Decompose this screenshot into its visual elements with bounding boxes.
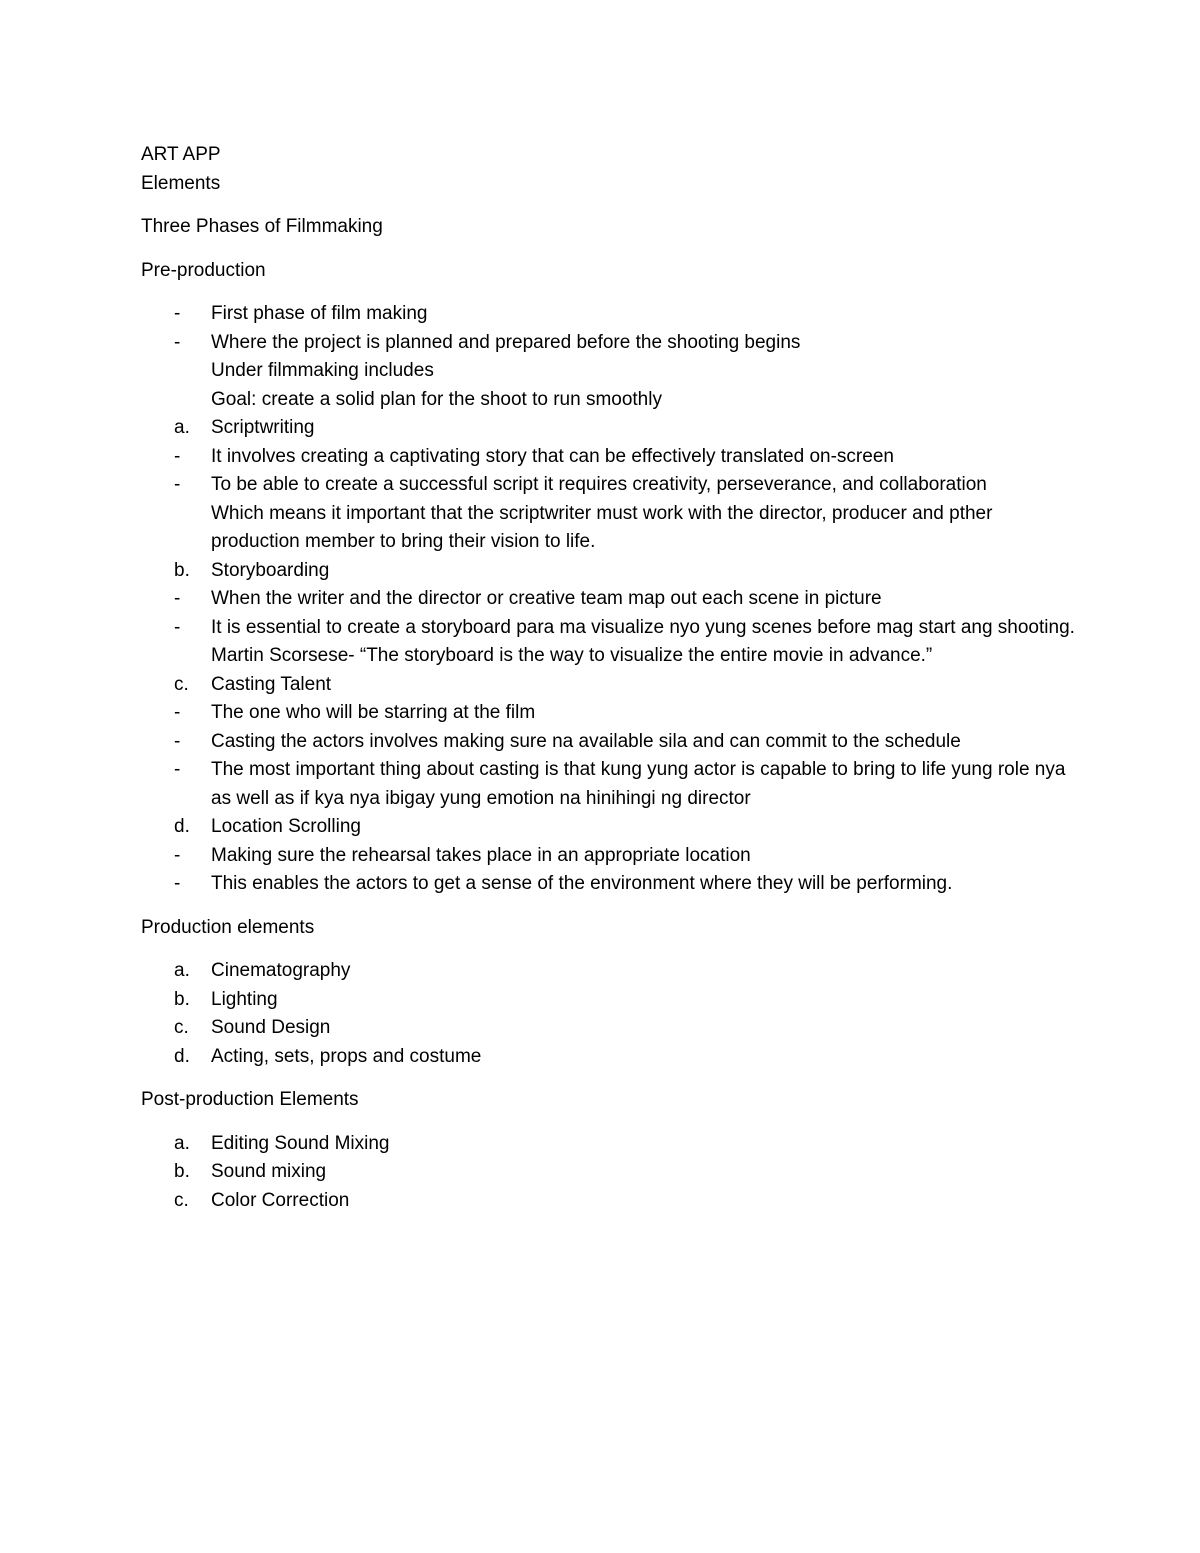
list-item-text: It involves creating a captivating story that can be effectively translated on-screen <box>211 445 894 467</box>
list-marker: d. <box>174 1045 190 1067</box>
pre-production-item <box>141 585 1081 614</box>
list-marker: c. <box>174 1017 189 1038</box>
list-item-text: Under filmmaking includes <box>211 360 434 381</box>
pre-production-item <box>141 329 1081 358</box>
document-subtitle: Elements <box>141 172 221 194</box>
list-marker: c. <box>174 673 189 695</box>
list-item-text: Lighting <box>211 988 278 1010</box>
list-item-text: Martin Scorsese- “The storyboard is the way to visualize the entire movie in advance.” <box>211 645 933 666</box>
list-item-text: It is essential to create a storyboard para ma visualize nyo yung scenes before mag start ang shooting. <box>211 616 1075 638</box>
list-item-text: Storyboarding <box>211 559 330 581</box>
pre-production-item <box>141 614 1081 643</box>
list-item-text: Casting Talent <box>211 673 332 695</box>
post-production-item <box>141 1187 1081 1216</box>
list-marker <box>141 357 211 386</box>
pre-production-list <box>141 300 1081 899</box>
list-item-text: This enables the actors to get a sense of the environment where they will be performing. <box>211 873 953 894</box>
list-marker: - <box>174 844 181 866</box>
list-marker: d. <box>174 816 190 837</box>
pre-production-item <box>141 813 1081 842</box>
pre-production-item <box>141 728 1081 757</box>
list-item-text: Casting the actors involves making sure na available sila and can commit to the schedule <box>211 730 961 752</box>
list-marker: - <box>174 730 181 752</box>
list-marker <box>141 500 211 557</box>
pre-production-item <box>141 357 1081 386</box>
pre-production-item <box>141 500 1081 557</box>
list-item-text: Editing Sound Mixing <box>211 1132 390 1154</box>
list-item-text: The most important thing about casting is that kung yung actor is capable to bring to life yung role nya as well as if kya nya ibigay yung emotion na hinihingi ng director <box>211 759 1066 809</box>
list-item-text: Sound Design <box>211 1017 331 1038</box>
section-heading-pre-production: Pre-production <box>141 259 266 281</box>
list-item-text: Where the project is planned and prepared before the shooting begins <box>211 331 801 353</box>
list-item-text: Sound mixing <box>211 1161 327 1182</box>
list-marker: - <box>174 474 181 495</box>
list-item-text: Acting, sets, props and costume <box>211 1045 482 1067</box>
list-item-text: The one who will be starring at the film <box>211 702 536 723</box>
list-item-text: Color Correction <box>211 1189 350 1211</box>
list-marker: b. <box>174 1161 190 1182</box>
section-heading-post-production: Post-production Elements <box>141 1089 359 1110</box>
list-marker: a. <box>174 1132 190 1154</box>
list-marker: - <box>174 759 181 780</box>
list-item-text: Making sure the rehearsal takes place in an appropriate location <box>211 844 751 866</box>
pre-production-item <box>141 642 1081 671</box>
document-page <box>141 141 1081 1215</box>
section-heading-production: Production elements <box>141 916 315 938</box>
list-item-text: Which means it important that the scriptwriter must work with the director, producer and pther production member to bring their vision to life. <box>211 502 993 552</box>
post-production-list <box>141 1130 1081 1216</box>
pre-production-item <box>141 756 1081 813</box>
list-marker <box>141 642 211 671</box>
list-marker: c. <box>174 1189 189 1211</box>
list-marker: - <box>174 616 181 638</box>
list-marker: a. <box>174 417 190 438</box>
pre-production-item <box>141 842 1081 871</box>
list-item-text: Location Scrolling <box>211 816 361 837</box>
list-item-text: Goal: create a solid plan for the shoot to run smoothly <box>211 388 662 410</box>
production-item <box>141 986 1081 1015</box>
pre-production-item <box>141 557 1081 586</box>
pre-production-item <box>141 671 1081 700</box>
section-heading-phases: Three Phases of Filmmaking <box>141 216 383 237</box>
pre-production-item <box>141 443 1081 472</box>
list-marker: - <box>174 873 181 894</box>
pre-production-item <box>141 386 1081 415</box>
list-marker: a. <box>174 960 190 981</box>
production-item <box>141 1043 1081 1072</box>
production-item <box>141 957 1081 986</box>
list-item-text: Scriptwriting <box>211 417 315 438</box>
list-marker: b. <box>174 988 190 1010</box>
production-list <box>141 957 1081 1071</box>
post-production-item <box>141 1130 1081 1159</box>
list-item-text: When the writer and the director or creative team map out each scene in picture <box>211 588 882 609</box>
production-item <box>141 1014 1081 1043</box>
post-production-item <box>141 1158 1081 1187</box>
list-marker: - <box>174 702 181 723</box>
list-item-text: First phase of film making <box>211 303 428 324</box>
list-marker: b. <box>174 559 190 581</box>
list-item-text: Cinematography <box>211 960 351 981</box>
list-marker <box>141 386 211 415</box>
pre-production-item <box>141 699 1081 728</box>
pre-production-item <box>141 870 1081 899</box>
pre-production-item <box>141 471 1081 500</box>
list-marker: - <box>174 588 181 609</box>
pre-production-item <box>141 414 1081 443</box>
list-item-text: To be able to create a successful script it requires creativity, perseverance, and collaboration <box>211 474 987 495</box>
list-marker: - <box>174 303 181 324</box>
list-marker: - <box>174 445 181 467</box>
list-marker: - <box>174 331 181 353</box>
pre-production-item <box>141 300 1081 329</box>
document-title: ART APP <box>141 144 221 165</box>
